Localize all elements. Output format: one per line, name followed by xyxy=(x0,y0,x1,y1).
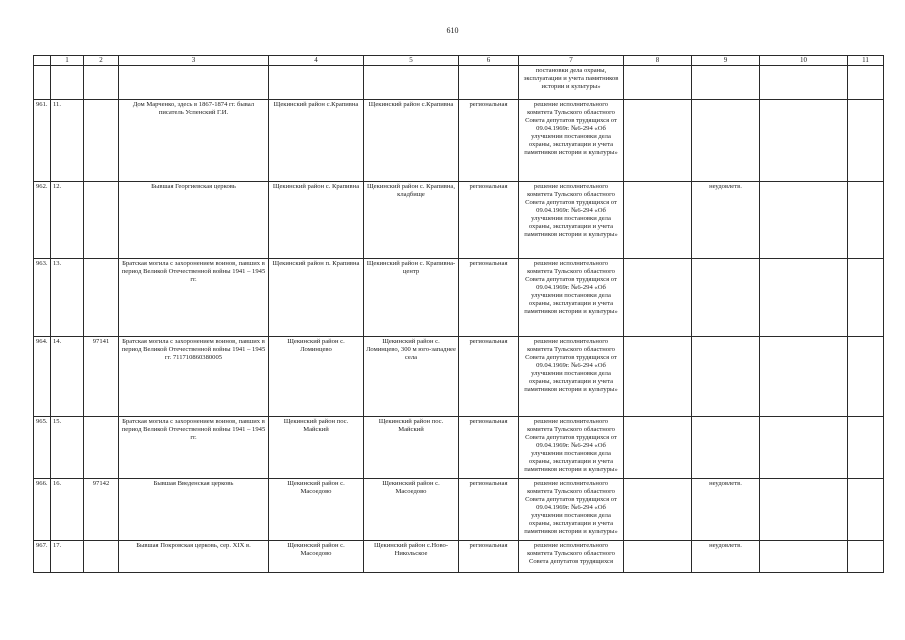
category-cell: региональная xyxy=(459,259,519,337)
category-cell: региональная xyxy=(459,541,519,573)
table-row xyxy=(34,541,884,573)
registry-code-cell xyxy=(84,100,119,182)
column-number: 6 xyxy=(459,56,519,66)
object-name-cell: Братская могила с захоронением воинов, павших в период Великой Отечественной войны 1941 – 1945 гг. xyxy=(119,417,269,479)
row-number-cell xyxy=(34,66,51,100)
sub-number-cell: 12. xyxy=(51,182,84,259)
object-name-cell: Бывшая Георгиевская церковь xyxy=(119,182,269,259)
table-row xyxy=(34,66,884,100)
column-10-cell xyxy=(848,66,884,100)
decision-document-cell: решение исполнительного комитета Тульского областного Совета депутатов трудящихся от 09.04.1969г. №6-294 «Об улучшении постановки дела охраны, эксплуатации и учета памятников истории и культуры» xyxy=(519,417,624,479)
address-cell xyxy=(364,66,459,100)
column-number: 11 xyxy=(848,56,884,66)
column-9-cell xyxy=(760,259,848,337)
object-name-cell: Дом Марченко, здесь в 1867-1874 гг. бывал писатель Успенский Г.И. xyxy=(119,100,269,182)
sub-number-cell: 13. xyxy=(51,259,84,337)
registry-code-cell xyxy=(84,417,119,479)
column-9-cell xyxy=(760,66,848,100)
column-7-cell xyxy=(624,259,692,337)
column-number: 7 xyxy=(519,56,624,66)
sub-number-cell xyxy=(51,66,84,100)
district-location-cell: Щекинский район п. Крапивна xyxy=(269,259,364,337)
monuments-register-table xyxy=(33,55,884,573)
column-10-cell xyxy=(848,337,884,417)
address-cell: Щекинский район с. Ломинцево, 300 м юго-западнее села xyxy=(364,337,459,417)
column-number: 2 xyxy=(84,56,119,66)
decision-document-cell: решение исполнительного комитета Тульского областного Совета депутатов трудящихся xyxy=(519,541,624,573)
column-9-cell xyxy=(760,337,848,417)
column-number: 5 xyxy=(364,56,459,66)
column-number: 9 xyxy=(692,56,760,66)
row-number-cell: 961. xyxy=(34,100,51,182)
object-name-cell xyxy=(119,66,269,100)
column-9-cell xyxy=(760,100,848,182)
condition-cell xyxy=(692,337,760,417)
column-7-cell xyxy=(624,182,692,259)
address-cell: Щекинский район пос. Майский xyxy=(364,417,459,479)
district-location-cell: Щекинский район пос. Майский xyxy=(269,417,364,479)
condition-cell: неудовлетв. xyxy=(692,182,760,259)
registry-code-cell xyxy=(84,541,119,573)
row-number-cell: 967. xyxy=(34,541,51,573)
object-name-cell: Братская могила с захоронением воинов, павших в период Великой Отечественной войны 1941 – 1945 гг. 711710860380005 xyxy=(119,337,269,417)
column-10-cell xyxy=(848,259,884,337)
column-7-cell xyxy=(624,66,692,100)
decision-document-cell: постановки дела охраны, эксплуатации и учета памятников истории и культуры» xyxy=(519,66,624,100)
row-number-cell: 966. xyxy=(34,479,51,541)
column-7-cell xyxy=(624,541,692,573)
category-cell: региональная xyxy=(459,479,519,541)
column-7-cell xyxy=(624,337,692,417)
row-number-cell: 962. xyxy=(34,182,51,259)
column-7-cell xyxy=(624,479,692,541)
column-number: 3 xyxy=(119,56,269,66)
district-location-cell: Щекинский район с. Масоедово xyxy=(269,541,364,573)
district-location-cell: Щекинский район с.Крапивна xyxy=(269,100,364,182)
registry-code-cell: 97142 xyxy=(84,479,119,541)
object-name-cell: Братская могила с захоронением воинов, павших в период Великой Отечественной войны 1941 – 1945 гг. xyxy=(119,259,269,337)
district-location-cell xyxy=(269,66,364,100)
column-number: 4 xyxy=(269,56,364,66)
condition-cell xyxy=(692,66,760,100)
table-row xyxy=(34,417,884,479)
row-number-cell: 965. xyxy=(34,417,51,479)
sub-number-cell: 16. xyxy=(51,479,84,541)
registry-code-cell xyxy=(84,259,119,337)
page-number: 610 xyxy=(446,26,459,35)
condition-cell xyxy=(692,259,760,337)
category-cell: региональная xyxy=(459,337,519,417)
column-number: 1 xyxy=(51,56,84,66)
address-cell: Щекинский район с. Крапивна, кладбище xyxy=(364,182,459,259)
row-number-cell: 963. xyxy=(34,259,51,337)
address-cell: Щекинский район с.Крапивна xyxy=(364,100,459,182)
condition-cell xyxy=(692,417,760,479)
column-10-cell xyxy=(848,479,884,541)
column-9-cell xyxy=(760,417,848,479)
category-cell: региональная xyxy=(459,182,519,259)
object-name-cell: Бывшая Введенская церковь xyxy=(119,479,269,541)
address-cell: Щекинский район с. Масоедово xyxy=(364,479,459,541)
column-9-cell xyxy=(760,182,848,259)
sub-number-cell: 15. xyxy=(51,417,84,479)
sub-number-cell: 17. xyxy=(51,541,84,573)
category-cell: региональная xyxy=(459,100,519,182)
sub-number-cell: 11. xyxy=(51,100,84,182)
decision-document-cell: решение исполнительного комитета Тульского областного Совета депутатов трудящихся от 09.04.1969г. №6-294 «Об улучшении постановки дела охраны, эксплуатации и учета памятников истории и культуры» xyxy=(519,479,624,541)
decision-document-cell: решение исполнительного комитета Тульского областного Совета депутатов трудящихся от 09.04.1969г. №6-294 «Об улучшении постановки дела охраны, эксплуатации и учета памятников истории и культуры» xyxy=(519,100,624,182)
condition-cell xyxy=(692,100,760,182)
decision-document-cell: решение исполнительного комитета Тульского областного Совета депутатов трудящихся от 09.04.1969г. №6-294 «Об улучшении постановки дела охраны, эксплуатации и учета памятников истории и культуры» xyxy=(519,337,624,417)
column-9-cell xyxy=(760,541,848,573)
column-10-cell xyxy=(848,100,884,182)
column-number: 8 xyxy=(624,56,692,66)
table-row xyxy=(34,182,884,259)
table-row xyxy=(34,479,884,541)
table-row xyxy=(34,337,884,417)
object-name-cell: Бывшая Покровская церковь, сер. XIX в. xyxy=(119,541,269,573)
column-10-cell xyxy=(848,417,884,479)
condition-cell: неудовлетв. xyxy=(692,479,760,541)
sub-number-cell: 14. xyxy=(51,337,84,417)
column-number xyxy=(34,56,51,66)
condition-cell: неудовлетв. xyxy=(692,541,760,573)
registry-code-cell: 97141 xyxy=(84,337,119,417)
registry-code-cell xyxy=(84,66,119,100)
table-row xyxy=(34,259,884,337)
decision-document-cell: решение исполнительного комитета Тульского областного Совета депутатов трудящихся от 09.04.1969г. №6-294 «Об улучшении постановки дела охраны, эксплуатации и учета памятников истории и культуры» xyxy=(519,259,624,337)
column-number: 10 xyxy=(760,56,848,66)
district-location-cell: Щекинский район с. Масоедово xyxy=(269,479,364,541)
category-cell xyxy=(459,66,519,100)
column-10-cell xyxy=(848,541,884,573)
row-number-cell: 964. xyxy=(34,337,51,417)
district-location-cell: Щекинский район с. Крапивна xyxy=(269,182,364,259)
column-7-cell xyxy=(624,417,692,479)
column-9-cell xyxy=(760,479,848,541)
decision-document-cell: решение исполнительного комитета Тульского областного Совета депутатов трудящихся от 09.04.1969г. №6-294 «Об улучшении постановки дела охраны, эксплуатации и учета памятников истории и культуры» xyxy=(519,182,624,259)
district-location-cell: Щекинский район с. Ломинцево xyxy=(269,337,364,417)
address-cell: Щекинский район с.Ново-Никольское xyxy=(364,541,459,573)
column-7-cell xyxy=(624,100,692,182)
address-cell: Щекинский район с. Крапивна-центр xyxy=(364,259,459,337)
table-row xyxy=(34,100,884,182)
category-cell: региональная xyxy=(459,417,519,479)
column-number-row xyxy=(34,56,884,66)
registry-code-cell xyxy=(84,182,119,259)
column-10-cell xyxy=(848,182,884,259)
